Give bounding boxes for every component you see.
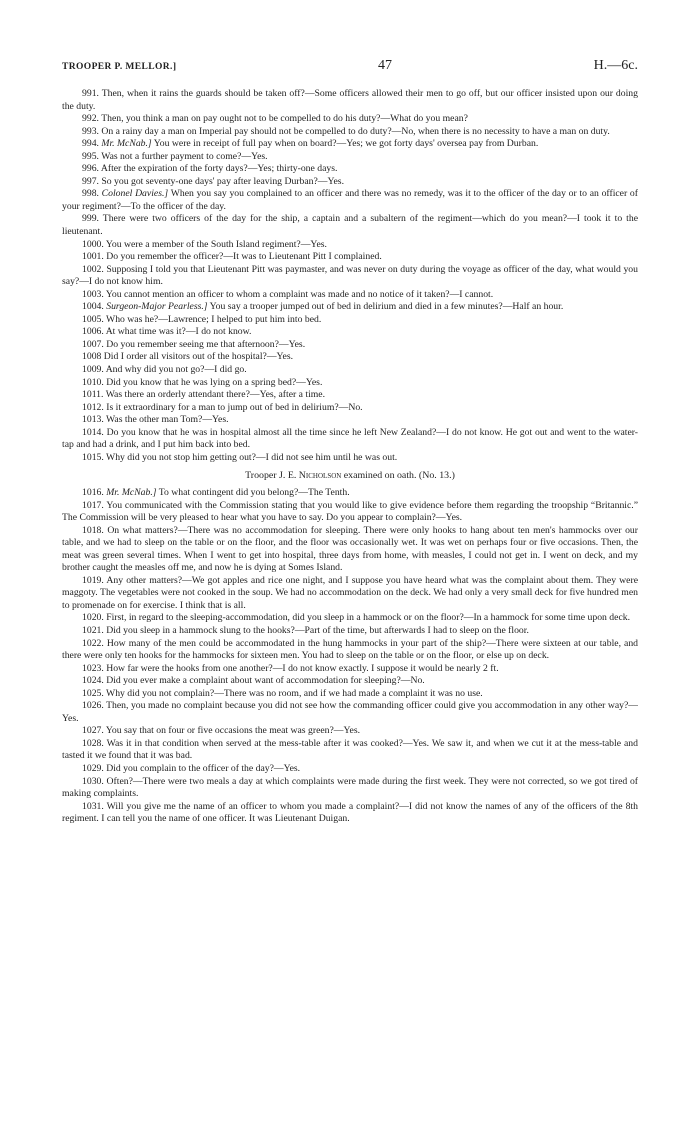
question-paragraph bbox=[62, 776, 638, 801]
question-paragraph bbox=[62, 213, 638, 238]
question-number: 1014. bbox=[82, 426, 104, 438]
question-text: Why did you not stop him getting out?—I did not see him until he was out. bbox=[106, 451, 398, 463]
question-number: 1009. bbox=[82, 364, 104, 376]
question-paragraph bbox=[62, 525, 638, 575]
question-text: Then, you think a man on pay ought not to be compelled to do his duty?—What do you mean? bbox=[101, 113, 468, 125]
question-number: 1010. bbox=[82, 376, 104, 388]
question-text: Did you sleep in a hammock slung to the hooks?—Part of the time, but afterwards I had to sleep on the floor. bbox=[106, 624, 529, 636]
question-text: Do you remember the officer?—It was to Lieutenant Pitt I complained. bbox=[106, 251, 382, 263]
question-number: 993. bbox=[82, 125, 99, 137]
witness-prefix: Trooper J. E. bbox=[245, 470, 297, 482]
question-number: 1023. bbox=[82, 662, 104, 674]
question-text: Did you complain to the officer of the day?—Yes. bbox=[106, 762, 301, 774]
question-paragraph bbox=[62, 314, 638, 327]
question-paragraph bbox=[62, 801, 638, 826]
question-text: Why did you not complain?—There was no room, and if we had made a complaint it was no use. bbox=[106, 687, 483, 699]
speaker-name: Mr. McNab.] bbox=[106, 486, 157, 498]
question-text: At what time was it?—I do not know. bbox=[105, 326, 252, 338]
question-text: When you say you complained to an officer and there was no remedy, was it to the officer of the day or to an officer of your regiment?—To the officer of the day. bbox=[62, 188, 638, 212]
question-number: 1028. bbox=[82, 737, 104, 749]
witness-name: Nicholson bbox=[298, 470, 342, 482]
question-number: 1031. bbox=[82, 800, 104, 812]
question-text: Was the other man Tom?—Yes. bbox=[106, 414, 229, 426]
question-text: Supposing I told you that Lieutenant Pitt was paymaster, and was never on duty during the voyage as officer of the day, what would you say?—I do not know him. bbox=[62, 263, 638, 288]
question-number: 1027. bbox=[82, 725, 104, 737]
question-number: 1002. bbox=[82, 263, 104, 275]
question-number: 1029. bbox=[82, 762, 104, 774]
question-number: 999. bbox=[82, 213, 99, 225]
question-text: Then, when it rains the guards should be taken off?—Some officers allowed their men to go off, but our officer insisted upon our doing the duty. bbox=[62, 88, 638, 112]
question-paragraph bbox=[62, 675, 638, 688]
question-number: 1007. bbox=[82, 338, 104, 350]
question-text: Will you give me the name of an officer to whom you made a complaint?—I did not know the names of any of the officers of the 8th regiment. I can tell you the name of one officer. It was Lieutenant Duigan. bbox=[62, 800, 638, 825]
question-number: 1011. bbox=[82, 389, 104, 401]
question-paragraph bbox=[62, 427, 638, 452]
question-number: 1012. bbox=[82, 401, 104, 413]
question-paragraph bbox=[62, 326, 638, 339]
question-paragraph bbox=[62, 663, 638, 676]
document-body bbox=[62, 88, 638, 826]
question-text: How many of the men could be accommodated in the hung hammocks in your part of the ship?—There were sixteen at our table, and there were only ten hooks for the hammocks for sixteen men. You had to sleep on the table or on the floor, or else up on deck. bbox=[62, 637, 639, 662]
question-paragraph bbox=[62, 163, 638, 176]
question-number: 1018. bbox=[82, 524, 104, 536]
question-text: Did you ever make a complaint about want of accommodation for sleeping?—No. bbox=[106, 675, 425, 687]
question-paragraph bbox=[62, 301, 638, 314]
question-text: First, in regard to the sleeping-accommodation, did you sleep in a hammock or on the floor?—In a hammock for some time upon deck. bbox=[106, 612, 631, 624]
question-paragraph bbox=[62, 264, 638, 289]
witness-suffix: examined on oath. (No. 13.) bbox=[343, 470, 455, 482]
question-text: Then, you made no complaint because you did not see how the commanding officer could give you accommodation in any other way?—Yes. bbox=[62, 700, 638, 724]
question-text: On a rainy day a man on Imperial pay should not be compelled to do duty?—No, when there is no necessity to have a man on duty. bbox=[101, 125, 610, 137]
question-paragraph bbox=[62, 339, 638, 352]
question-number: 1025. bbox=[82, 687, 104, 699]
question-paragraph bbox=[62, 389, 638, 402]
question-paragraph bbox=[62, 377, 638, 390]
question-text: Do you know that he was in hospital almost all the time since he left New Zealand?—I do not know. He got out and went to the water-tap and had a drink, and I put him back into bed. bbox=[62, 426, 639, 451]
question-text: Any other matters?—We got apples and rice one night, and I suppose you have heard what was the complaint about them. They were maggoty. The vegetables were not cooked in the soup. We had no accommodation on the deck. We had only a very small deck for five hundred men to promenade on for exercise. I think that is all. bbox=[62, 574, 638, 611]
speaker-name: Colonel Davies.] bbox=[101, 188, 169, 200]
question-paragraph bbox=[62, 176, 638, 189]
question-text: You say a trooper jumped out of bed in delirium and died in a few minutes?—Half an hour. bbox=[209, 301, 564, 313]
question-text: You were in receipt of full pay when on board?—Yes; we got forty days' oversea pay from Durban. bbox=[153, 138, 539, 150]
question-number: 1013. bbox=[82, 414, 104, 426]
question-paragraph bbox=[62, 487, 638, 500]
question-paragraph bbox=[62, 763, 638, 776]
question-text: On what matters?—There was no accommodation for sleeping. There were only hooks to hang about ten men's hammocks over our table, and we had to sleep on the table or on the floor, and the floor was occasionally wet. It was wet on perhaps four or five occasions. Then, the meat was green several times. When I went to get into hospital, three days from home, with measles, I could not get in. I went on deck, and my brother caught the measles off me, and now he is dying at Somes Island. bbox=[62, 524, 638, 574]
question-text: How far were the hooks from one another?—I do not know exactly. I suppose it would be nearly 2 ft. bbox=[106, 662, 499, 674]
question-paragraph bbox=[62, 575, 638, 613]
witness-heading bbox=[62, 470, 638, 483]
question-number: 1005. bbox=[82, 313, 104, 325]
question-text: Did I order all visitors out of the hospital?—Yes. bbox=[103, 351, 294, 363]
question-number: 1022. bbox=[82, 637, 104, 649]
question-number: 1017. bbox=[82, 499, 104, 511]
question-text: Was not a further payment to come?—Yes. bbox=[101, 150, 268, 162]
question-text: Is it extraordinary for a man to jump out of bed in delirium?—No. bbox=[106, 401, 363, 413]
question-text: You communicated with the Commission stating that you would like to give evidence before them regarding the troopship “Britannic.” The Commission will be very pleased to hear what you have to say. Do you appear to complain?—Yes. bbox=[62, 499, 638, 524]
question-number: 1004. bbox=[82, 301, 104, 313]
question-text: Often?—There were two meals a day at which complaints were made during the first week. They were not corrected, so we got tired of making complaints. bbox=[62, 775, 639, 800]
question-text: Who was he?—Lawrence; I helped to put him into bed. bbox=[106, 313, 322, 325]
question-paragraph bbox=[62, 500, 638, 525]
question-number: 1001. bbox=[82, 251, 104, 263]
question-paragraph bbox=[62, 289, 638, 302]
testimony-section-nicholson bbox=[62, 487, 638, 826]
question-paragraph bbox=[62, 188, 638, 213]
question-paragraph bbox=[62, 88, 638, 113]
question-text: You say that on four or five occasions the meat was green?—Yes. bbox=[105, 725, 361, 737]
question-paragraph bbox=[62, 402, 638, 415]
question-paragraph bbox=[62, 414, 638, 427]
question-paragraph bbox=[62, 638, 638, 663]
question-number: 1000. bbox=[82, 238, 104, 250]
question-number: 1020. bbox=[82, 612, 104, 624]
question-text: To what contingent did you belong?—The Tenth. bbox=[158, 486, 350, 498]
speaker-name: Mr. McNab.] bbox=[101, 138, 152, 150]
page-header bbox=[62, 58, 638, 88]
question-text: Did you know that he was lying on a spring bed?—Yes. bbox=[106, 376, 323, 388]
question-paragraph bbox=[62, 351, 638, 364]
question-number: 995. bbox=[82, 150, 99, 162]
question-number: 991. bbox=[82, 88, 99, 99]
question-paragraph bbox=[62, 738, 638, 763]
question-number: 997. bbox=[82, 175, 99, 187]
question-number: 994. bbox=[82, 138, 99, 150]
question-paragraph bbox=[62, 151, 638, 164]
question-number: 996. bbox=[82, 163, 99, 175]
question-paragraph bbox=[62, 239, 638, 252]
question-number: 1006. bbox=[82, 326, 104, 338]
question-text: Do you remember seeing me that afternoon?—Yes. bbox=[106, 338, 306, 350]
question-number: 1026. bbox=[82, 700, 104, 712]
question-number: 1030. bbox=[82, 775, 104, 787]
question-text: So you got seventy-one days' pay after leaving Durban?—Yes. bbox=[101, 175, 345, 187]
question-text: Was it in that condition when served at the mess-table after it was cooked?—Yes. We saw it, and when we cut it at the mess-table and tasted it we found that it was bad. bbox=[62, 737, 638, 762]
question-paragraph bbox=[62, 725, 638, 738]
speaker-name: Surgeon-Major Pearless.] bbox=[106, 301, 208, 313]
question-paragraph bbox=[62, 688, 638, 701]
question-paragraph bbox=[62, 625, 638, 638]
question-paragraph bbox=[62, 364, 638, 377]
question-text: There were two officers of the day for the ship, a captain and a subaltern of the regiment—which do you mean?—I took it to the lieutenant. bbox=[62, 213, 639, 238]
question-text: And why did you not go?—I did go. bbox=[105, 364, 247, 376]
question-number: 1008 bbox=[82, 351, 102, 363]
question-paragraph bbox=[62, 700, 638, 725]
testimony-section-mellor bbox=[62, 88, 638, 464]
document-reference: H.—6c. bbox=[593, 58, 638, 73]
question-number: 1021. bbox=[82, 624, 104, 636]
question-paragraph bbox=[62, 452, 638, 465]
question-paragraph bbox=[62, 113, 638, 126]
question-number: 998. bbox=[82, 188, 99, 200]
question-text: You were a member of the South Island regiment?—Yes. bbox=[105, 238, 327, 250]
question-number: 1019. bbox=[82, 574, 104, 586]
question-number: 1024. bbox=[82, 675, 104, 687]
question-paragraph bbox=[62, 126, 638, 139]
page-number: 47 bbox=[378, 58, 393, 73]
question-text: Was there an orderly attendant there?—Yes, after a time. bbox=[105, 389, 326, 401]
question-number: 1015. bbox=[82, 451, 104, 463]
question-paragraph bbox=[62, 138, 638, 151]
question-number: 1016. bbox=[82, 486, 104, 498]
running-head: TROOPER P. MELLOR.] bbox=[62, 62, 177, 72]
question-paragraph bbox=[62, 612, 638, 625]
question-text: You cannot mention an officer to whom a complaint was made and no notice of it taken?—I cannot. bbox=[105, 288, 494, 300]
question-paragraph bbox=[62, 251, 638, 264]
question-text: After the expiration of the forty days?—Yes; thirty-one days. bbox=[100, 163, 338, 175]
question-number: 992. bbox=[82, 113, 99, 125]
question-number: 1003. bbox=[82, 288, 104, 300]
